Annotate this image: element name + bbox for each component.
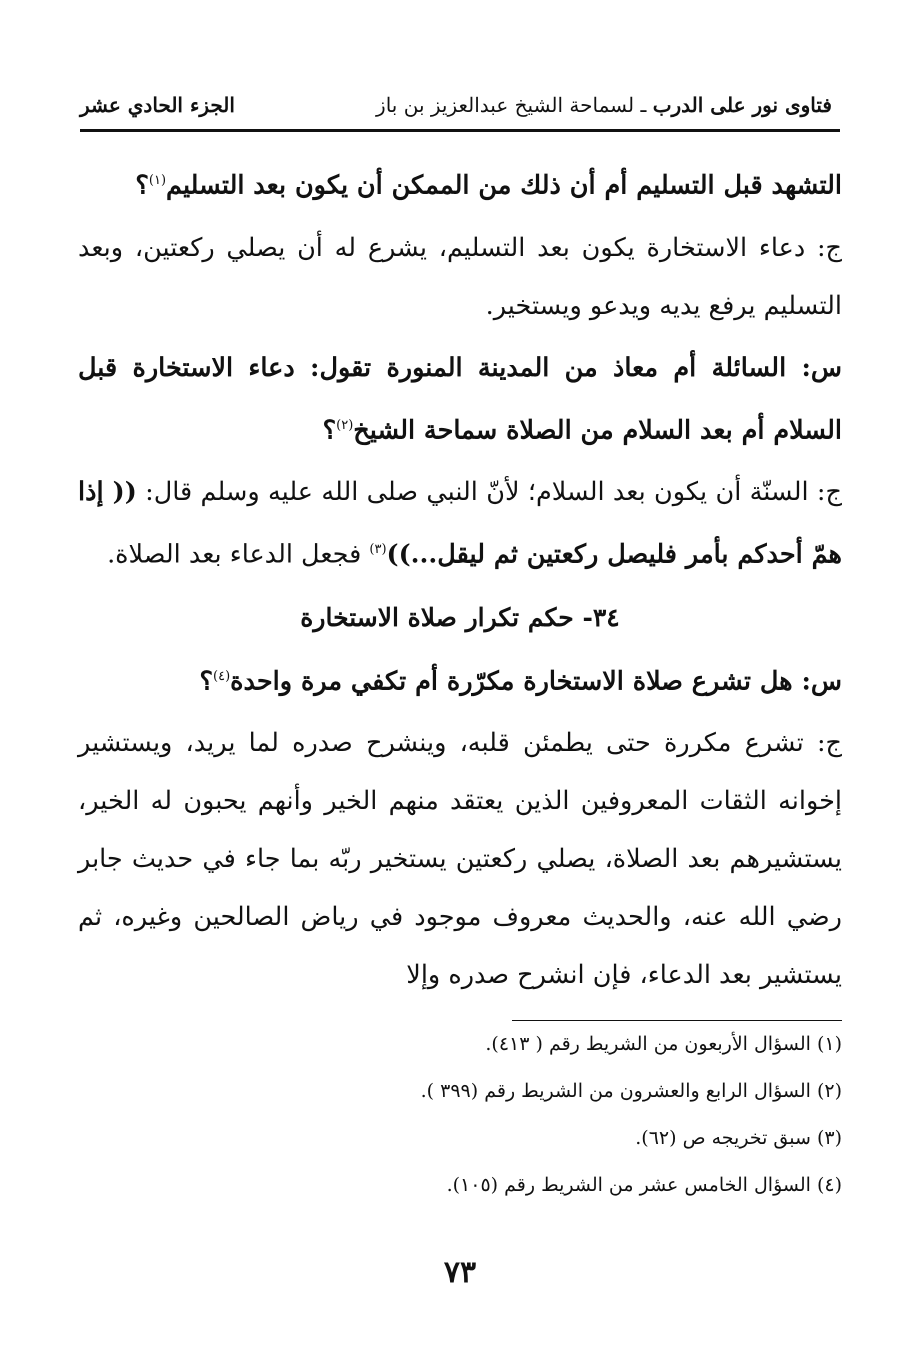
main-text <box>78 152 842 1008</box>
question-paragraph <box>78 339 842 460</box>
answer-text: ج: السنّة أن يكون بعد السلام؛ لأنّ النبي صلى الله عليه وسلم قال: <box>136 477 842 507</box>
question-mark: ؟ <box>135 170 149 201</box>
section-heading: ٣٤- حكم تكرار صلاة الاستخارة <box>300 602 620 632</box>
page-number: ٧٣ <box>443 1255 477 1290</box>
answer-paragraph <box>78 463 842 584</box>
footnote: (٣) سبق تخريجه ص (٦٢). <box>635 1127 842 1149</box>
question-paragraph <box>78 648 842 711</box>
author-name: لسماحة الشيخ عبدالعزيز بن باز <box>376 93 635 117</box>
answer-text: ج: تشرع مكررة حتى يطمئن قلبه، وينشرح صدره لما يريد، ويستشير إخوانه الثقات المعروفين الذين يعتقد منهم الخير وأنهم يحبون له الخير، يستشيرهم بعد الصلاة، يصلي ركعتين يستخير ربّه بما جاء في حديث جابر رضي الله عنه، والحديث معروف موجود في رياض الصالحين وغيره، ثم يستشير بعد الدعاء، فإن انشرح صدره وإلا <box>78 728 842 990</box>
answer-text: ج: دعاء الاستخارة يكون بعد التسليم، يشرع له أن يصلي ركعتين، وبعد التسليم يرفع يديه ويدعو ويستخير. <box>78 232 842 321</box>
series-title: فتاوى نور على الدرب <box>652 93 832 117</box>
question-text: س: السائلة أم معاذ من المدينة المنورة تقول: دعاء الاستخارة قبل السلام أم بعد السلام من الصلاة سماحة الشيخ <box>78 352 842 445</box>
footnote-ref: (٤) <box>213 668 231 684</box>
header-title <box>235 93 832 117</box>
question-mark: ؟ <box>322 415 337 445</box>
volume-label: الجزء الحادي عشر <box>80 93 235 117</box>
footnote-ref: (٣) <box>369 542 387 557</box>
answer-paragraph <box>78 219 842 335</box>
question-continuation <box>78 152 842 215</box>
question-text: التشهد قبل التسليم أم أن ذلك من الممكن أن يكون بعد التسليم <box>166 170 842 201</box>
answer-text-end: فجعل الدعاء بعد الصلاة. <box>107 539 370 570</box>
answer-paragraph <box>78 714 842 1004</box>
footnote: (٢) السؤال الرابع والعشرون من الشريط رقم (٣٩٩ ). <box>420 1080 842 1102</box>
footnote-ref: (١) <box>148 173 167 188</box>
question-mark: ؟ <box>199 666 214 696</box>
footnote: (٤) السؤال الخامس عشر من الشريط رقم (١٠٥). <box>446 1174 842 1196</box>
hadith-quote: (( إذا همّ أحدكم بأمر فليصل ركعتين ثم ليقل...)) <box>78 477 842 570</box>
footnotes <box>78 1020 842 1209</box>
footnote: (١) السؤال الأربعون من الشريط رقم ( ٤١٣). <box>485 1033 842 1055</box>
question-text: س: هل تشرع صلاة الاستخارة مكرّرة أم تكفي مرة واحدة <box>230 666 842 696</box>
header-dash: ـ <box>634 93 647 117</box>
running-header <box>80 85 840 132</box>
footnote-ref: (٢) <box>336 417 354 433</box>
